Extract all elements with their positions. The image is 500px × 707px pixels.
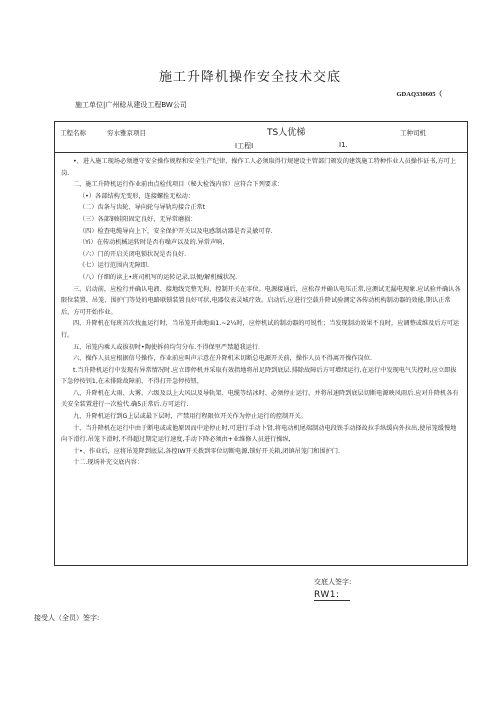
recipient-field: TS人优梯 <box>267 128 306 138</box>
sub-project-label: I工程I <box>235 142 254 150</box>
briefer-signature-label: 交底人签字: <box>314 578 352 586</box>
paragraph-3: 三、启动前，应检行并确认电液、接地线完整无拘，控制开关在零位。电源接通后，应松存并确认电压正常,应测试无漏电现象.应试验并确认各限位装置、吊笼、围护门等处的电路联锁装置良好可状,电器仪表灵城疗效。启动后,应进行空载升降试验测定各传动机构制动器的效能,期认正常后，方可开始作业。 <box>61 285 461 316</box>
check-item-5: （Yi）在传动机械运转时是否有噪声以及的.异常声响, <box>79 239 225 247</box>
project-name-label: 工程名称 <box>60 129 86 137</box>
paragraph-11: 十•、作业后，应将吊笼降到底层,各控IW开关拨到零位切断电源,锁好开关箱,闭镇吊笼门和围护门. <box>73 447 340 455</box>
receiver-signature-label: 接受人（全员）签字: <box>34 614 100 622</box>
trade-field: 工种司机 <box>400 129 426 137</box>
briefing-content <box>61 156 462 469</box>
check-item-8: （八）仔细的读上•班司机写的运转记录,以便/解机械状况. <box>79 273 238 281</box>
briefing-table <box>54 121 468 566</box>
construction-unit: 施工单位|广州稔从建设工程BW公司 <box>75 101 187 109</box>
paragraph-6: 六、操作人员应根据信号操作，作业前应叫声示意在升降机末切断总电源开关前，操作人员不得离开操作岗位. <box>73 355 372 363</box>
header-divider <box>55 152 467 153</box>
paragraph-9: 九、升降机运行到G上层或最下层时，产禁用行程限位开关作为停止运行的控制开关。 <box>73 413 307 421</box>
check-item-3: （三）各部钢蛙阳固定良好，无异常磨损： <box>79 215 197 223</box>
paragraph-8: 八、升降机在大雨、大雾、六级及以上大风以及导轨架、电缆等结冰时、必须停止运行，并将吊速降到底层切断电源映风雨后.应对升降机各有关安全装置进行一次检代.确5正常后.方可运行. <box>61 389 459 409</box>
check-item-1: （•）各部结构无变形，连接螺拴无松动： <box>79 192 195 200</box>
project-name-value: 穷水雅京项目 <box>107 129 146 137</box>
check-item-6: （六）门的开启关闭电锁状况是否良好. <box>79 250 187 258</box>
document-number: GDAQ330605（ <box>396 91 442 98</box>
paragraph-7: t.当升降机运行中发现有异常情况时.应立即停机并采取有效指地将吊足降到底层.排除故障后方可增续运行,在运行中发现电气失控时,应立即拔下急停按钊1,在未排除故障前，不得打开急停按钮， <box>61 366 457 386</box>
briefer-signature: RW1: <box>314 590 350 601</box>
paragraph-12: 十二.现场补充交底内容： <box>73 459 144 467</box>
document-title: 施工升降机操作安全技术交底 <box>158 70 341 85</box>
paragraph-2: 二、施工升降机运行作业前由点检伐项目（秘大检饯内容）应符合下列要求： <box>73 181 284 189</box>
check-item-4: （四）检查电缆导向上下，安全保护开关以及电感制动器是否灵敏可存. <box>79 227 273 235</box>
paragraph-5: 五、吊笼内乘人或拔初时•陶使拆荷均匀分布.不得保里严禁超我运行. <box>73 343 261 351</box>
sub-project-value: I1. <box>339 141 348 149</box>
paragraph-1: •、进入施工现场必须遵守安全操作规程和安全生产纪律，操作工人必须取得行规建设主管部门颁发的建筑施工特种作业人员操作证书,方可上岗. <box>61 158 457 177</box>
paragraph-10: 十、当升降机在运行中由于断电或或他原因而中途停止时,可进行手动卜肾,将电动机尾端制动电段铁手动择故拉手纵缓向外拉出,使吊笼缓慢地向下滑行.吊笼下滑时,不得超过期定运行速度,手动下降必须由+业维修人员进行操纵, <box>61 424 457 444</box>
check-item-2: （二）齿条与齿轮、导向轮与导轨均接合正常t <box>79 204 206 212</box>
check-item-7: 《七）运行范围内无障即. <box>79 262 150 270</box>
paragraph-4: 四、升降机在每班首次找血运行时，当吊笼开曲地面1.~2¼时，应停机试的制动器的可锐性；当发现制动效果不良时，应调整或维及后方可运行。 <box>61 320 460 339</box>
